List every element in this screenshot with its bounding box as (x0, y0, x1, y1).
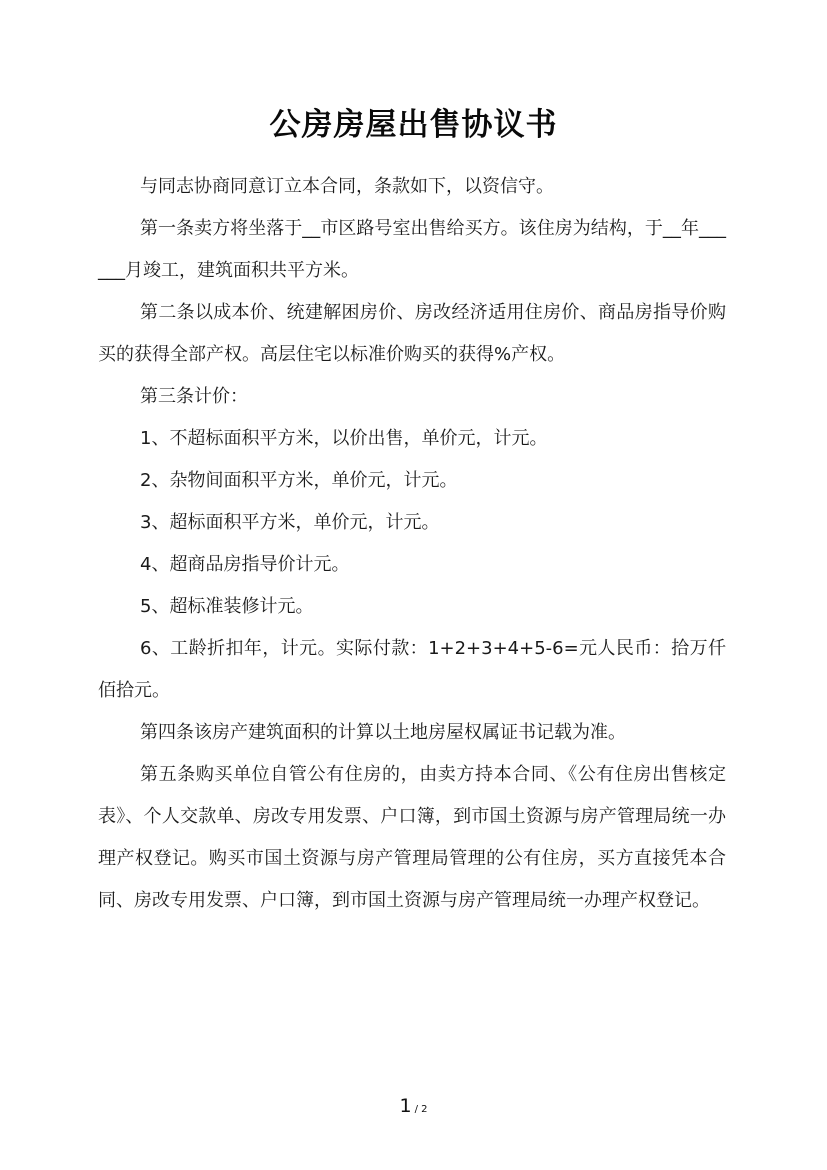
pricing-item-1: 1、不超标面积平方米，以价出售，单价元，计元。 (140, 428, 548, 449)
paragraph-article-5: 第五条购买单位自管公有住房的，由卖方持本合同、《公有住房出售核定表》、个人交款单、房改专用发票、户口簿，到市国土资源与房产管理局统一办理产权登记。购买市国土资源与房产管理局管理的公有住房，买方直接凭本合同、房改专用发票、户口簿，到市国土资源与房产管理局统一办理产权登记。 (98, 764, 726, 911)
paragraph-article-2: 第二条以成本价、统建解困房价、房改经济适用住房价、商品房指导价购买的获得全部产权。高层住宅以标准价购买的获得%产权。 (98, 302, 726, 365)
paragraph-intro: 与同志协商同意订立本合同，条款如下，以资信守。 (140, 176, 554, 197)
document-body (98, 166, 726, 922)
pricing-item-4: 4、超商品房指导价计元。 (140, 554, 350, 575)
paragraph-article-1: 第一条卖方将坐落于__市区路号室出售给买方。该住房为结构，于__年______月竣工，建筑面积共平方米。 (98, 218, 726, 281)
pricing-item-3: 3、超标面积平方米，单价元，计元。 (140, 512, 440, 533)
pricing-item-6: 6、工龄折扣年，计元。实际付款：1+2+3+4+5-6=元人民币：拾万仟佰拾元。 (98, 638, 726, 701)
paragraph-article-3-heading: 第三条计价： (140, 386, 248, 407)
page-total: / 2 (414, 1104, 428, 1115)
pricing-item-5: 5、超标准装修计元。 (140, 596, 314, 617)
document-title: 公房房屋出售协议书 (269, 107, 558, 143)
pricing-item-2: 2、杂物间面积平方米，单价元，计元。 (140, 470, 458, 491)
page-current: 1 (399, 1095, 412, 1117)
page-number (0, 1093, 827, 1123)
paragraph-article-4: 第四条该房产建筑面积的计算以土地房屋权属证书记载为准。 (140, 722, 626, 743)
